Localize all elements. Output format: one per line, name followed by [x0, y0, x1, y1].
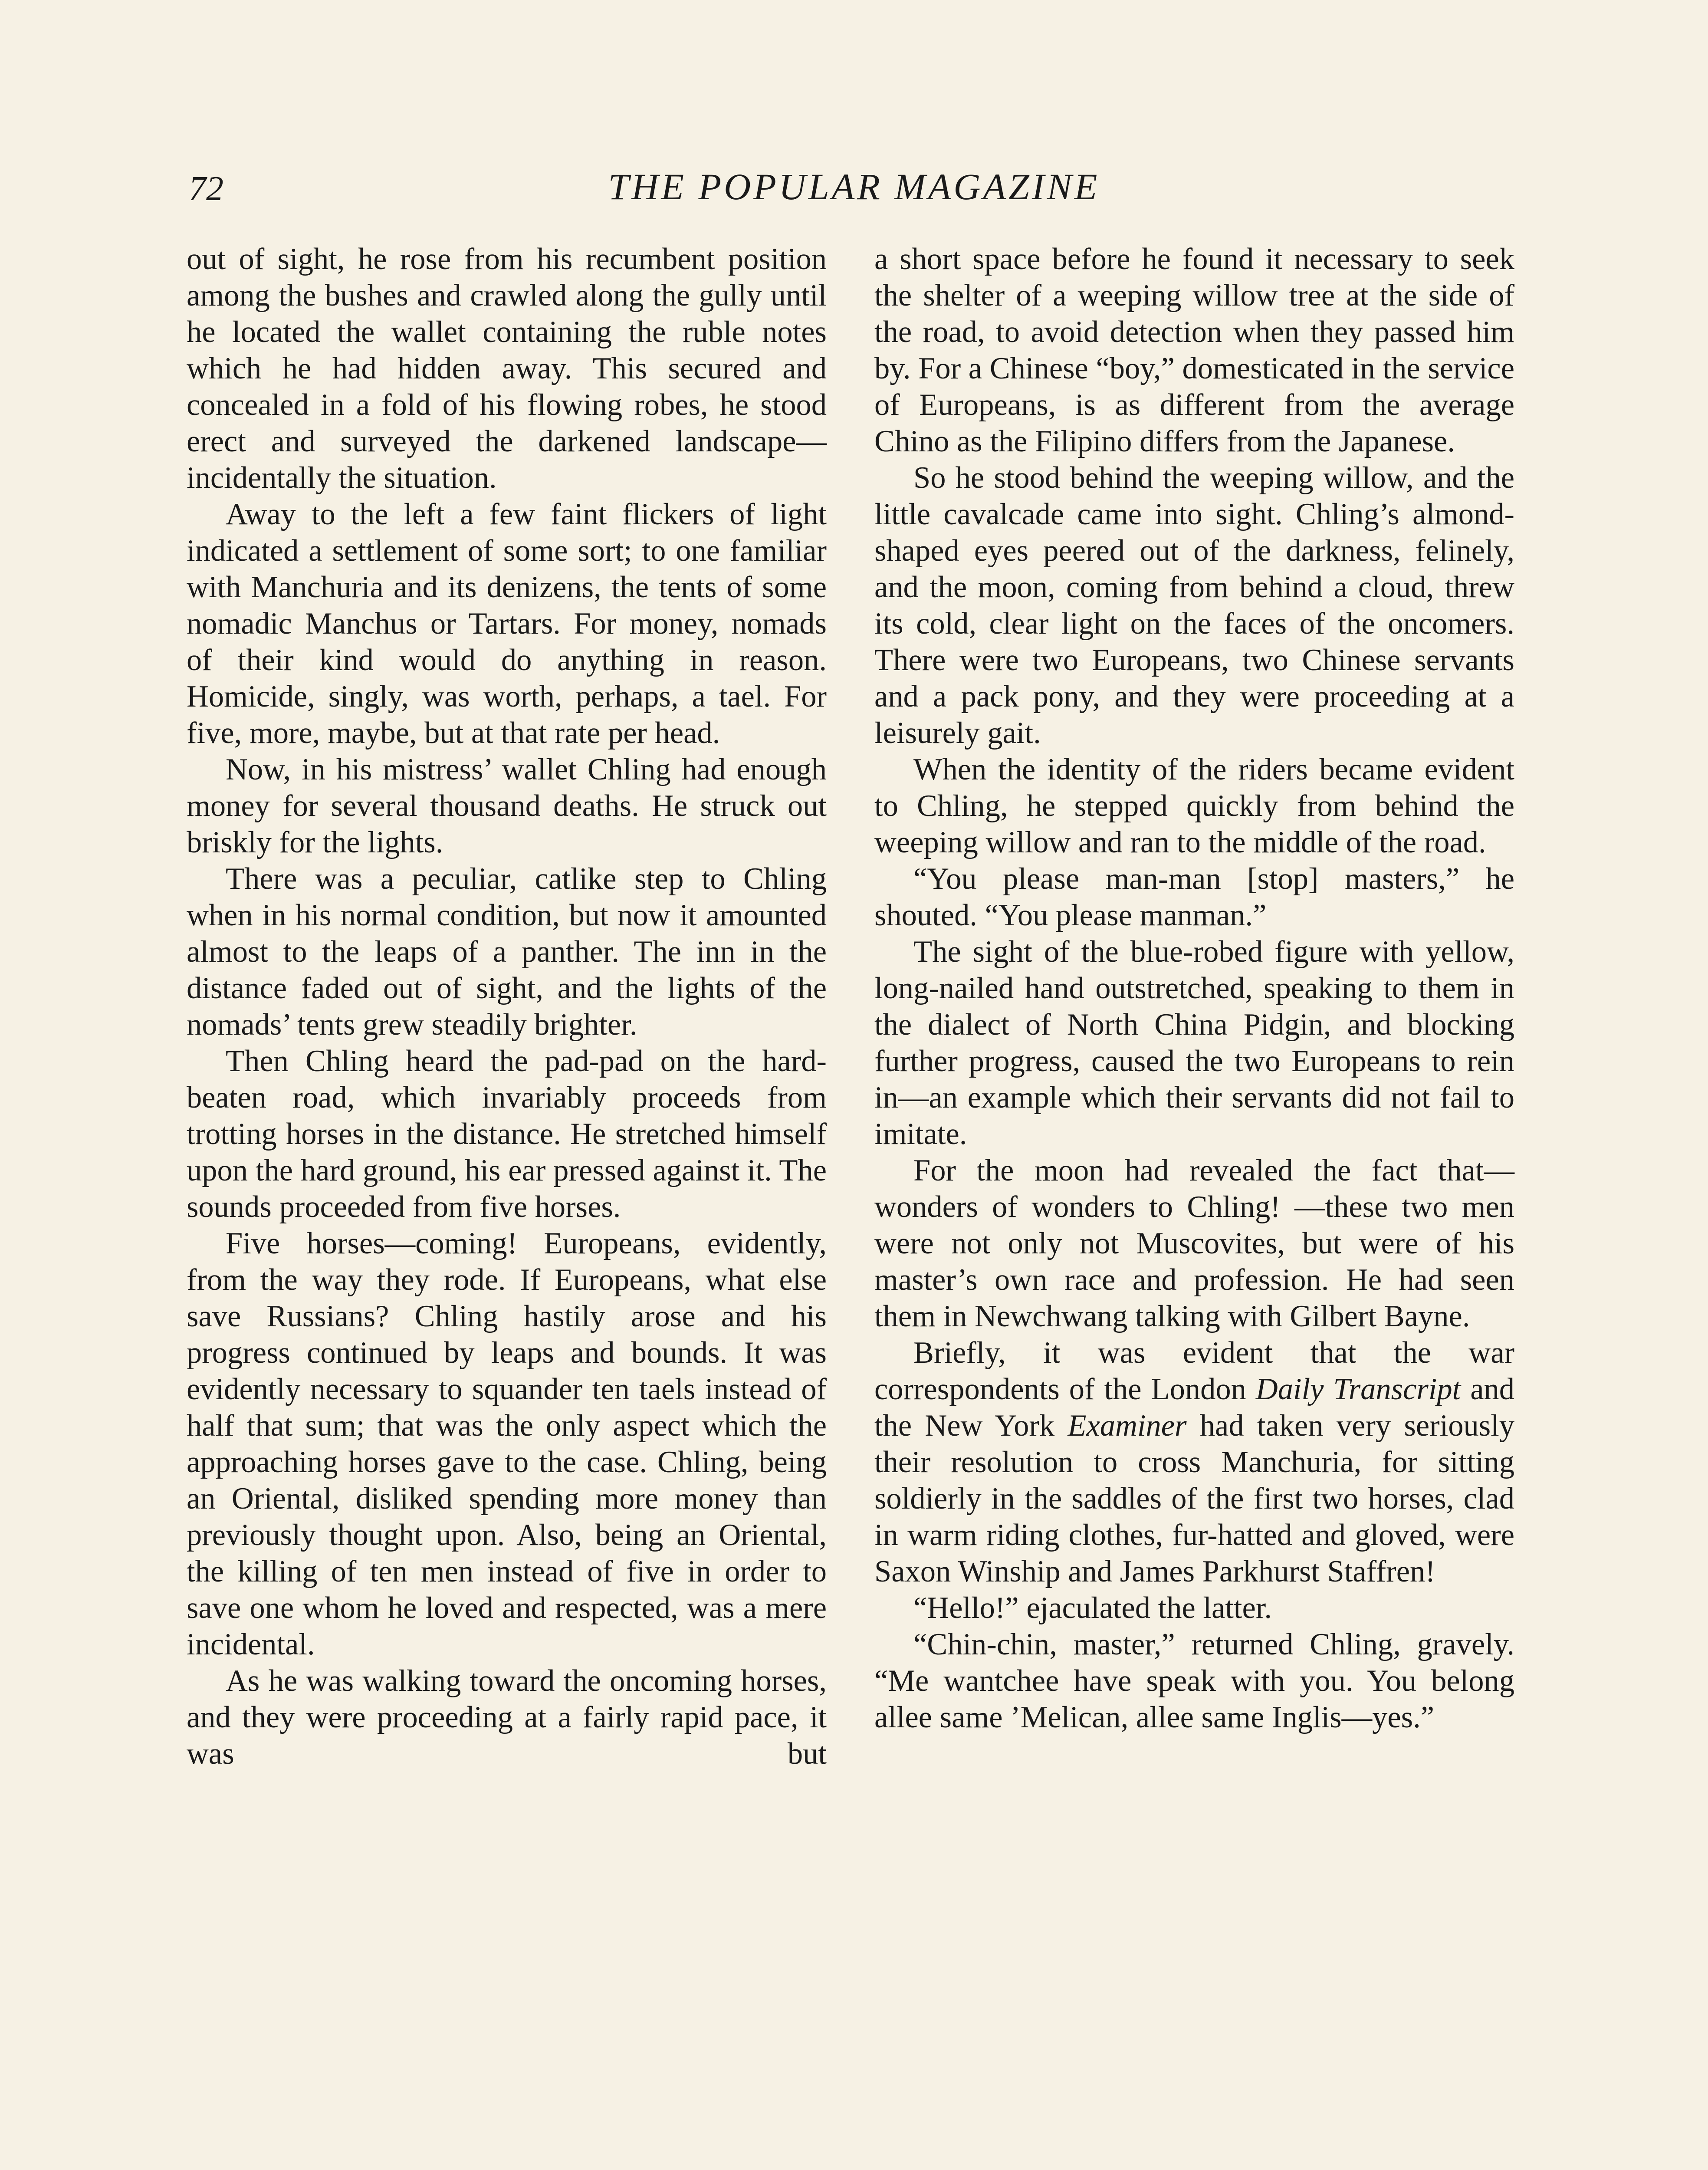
- paragraph: Now, in his mistress’ wallet Chling had enough money for several thousand deaths. He struck out briskly for the lights.: [187, 753, 827, 859]
- right-column: [874, 241, 1514, 1736]
- left-column: [187, 241, 827, 1772]
- paragraph: “Hello!” ejaculated the latter.: [913, 1591, 1272, 1625]
- page-header: [182, 165, 1526, 217]
- paragraph: When the identity of the riders became evident to Chling, he stepped quickly from behind the weeping willow and ran to the middle of the road.: [874, 753, 1514, 859]
- paragraph: Five horses—coming! Europeans, evidently, from the way they rode. If Europeans, what else save Russians? Chling hastily arose and his progress continued by leaps and bounds. It was evidently necessary to squander ten taels instead of half that sum; that was the only aspect which the approaching horses gave to the case. Chling, being an Oriental, disliked spending more money than previously thought upon. Also, being an Oriental, the killing of ten men instead of five in order to save one whom he loved and respected, was a mere incidental.: [187, 1226, 827, 1661]
- paragraph: There was a peculiar, catlike step to Chling when in his normal condition, but now it amounted almost to the leaps of a panther. The inn in the distance faded out of sight, and the lights of the nomads’ tents grew steadily brighter.: [187, 862, 827, 1042]
- paragraph: As he was walking toward the oncoming horses, and they were proceeding at a fairly rapid pace, it was but: [187, 1664, 827, 1771]
- paragraph: “You please man-man [stop] masters,” he shouted. “You please manman.”: [874, 862, 1514, 932]
- paragraph: a short space before he found it necessary to seek the shelter of a weeping willow tree at the side of the road, to avoid detection when they passed him by. For a Chinese “boy,” domesticated in the service of Europeans, is as different from the average Chino as the Filipino differs from the Japanese.: [874, 242, 1514, 458]
- paragraph: “Chin-chin, master,” returned Chling, gravely. “Me wantchee have speak with you. You belong allee same ’Melican, allee same Inglis—yes.”: [874, 1628, 1514, 1734]
- paragraph: out of sight, he rose from his recumbent position among the bushes and crawled along the gully until he located the wallet containing the ruble notes which he had hidden away. This secured and concealed in a fold of his flowing robes, he stood erect and surveyed the darkened landscape—incidentally the situation.: [187, 242, 827, 495]
- paragraph: Then Chling heard the pad-pad on the hard-beaten road, which invariably proceeds from trotting horses in the distance. He stretched himself upon the hard ground, his ear pressed against it. The sounds proceeded from five horses.: [187, 1044, 827, 1224]
- paragraph: The sight of the blue-robed figure with yellow, long-nailed hand outstretched, speaking to them in the dialect of North China Pidgin, and blocking further progress, caused the two Europeans to rein in—an example which their servants did not fail to imitate.: [874, 935, 1514, 1151]
- paragraph: Away to the left a few faint flickers of light indicated a settlement of some sort; to one familiar with Manchuria and its denizens, the tents of some nomadic Manchus or Tartars. For money, nomads of their kind would do anything in reason. Homicide, singly, was worth, perhaps, a tael. For five, more, maybe, but at that rate per head.: [187, 497, 827, 750]
- paragraph: So he stood behind the weeping willow, and the little cavalcade came into sight. Chling’s almond-shaped eyes peered out of the darkness, felinely, and the moon, coming from behind a cloud, threw its cold, clear light on the faces of the oncomers. There were two Europeans, two Chinese servants and a pack pony, and they were proceeding at a leisurely gait.: [874, 461, 1514, 750]
- paragraph: Briefly, it was evident that the war correspondents of the London Daily Transcript and the New York Examiner had taken very seriously their resolution to cross Manchuria, for sitting soldierly in the saddles of the first two horses, clad in warm riding clothes, fur-hatted and gloved, were Saxon Winship and James Parkhurst Staffren!: [874, 1336, 1515, 1588]
- page-number: 72: [189, 170, 223, 208]
- running-title: THE POPULAR MAGAZINE: [608, 166, 1100, 207]
- paragraph: For the moon had revealed the fact that—wonders of wonders to Chling! —these two men were not only not Muscovites, but were of his master’s own race and profession. He had seen them in Newchwang talking with Gilbert Bayne.: [874, 1154, 1514, 1333]
